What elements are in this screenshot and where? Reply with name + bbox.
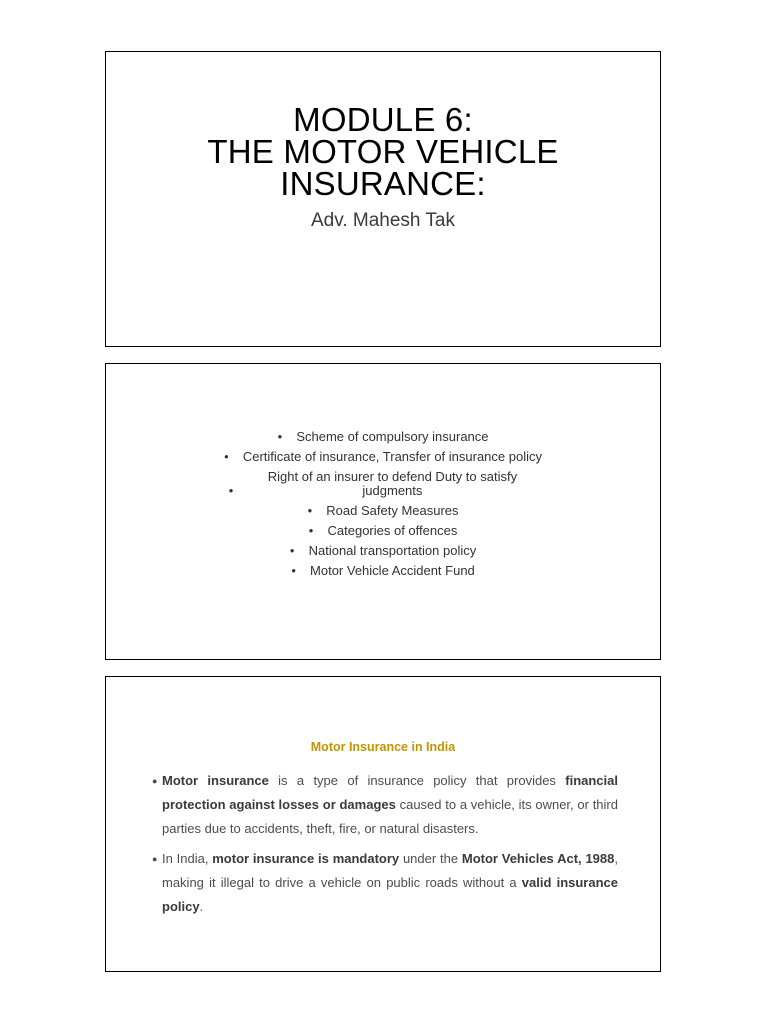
bullet-dot-icon: ● (228, 486, 234, 495)
bullet-dot-icon: ● (152, 854, 158, 864)
title-block (106, 101, 660, 232)
bullet-dot-icon: ● (277, 432, 283, 441)
bullet-dot-icon: ● (224, 452, 229, 461)
topic-list (106, 430, 660, 584)
paragraph-2: ● In India, motor insurance is mandatory under the Motor Vehicles Act, 1988, making it illegal to drive a vehicle on public roads without a valid insurance policy. (152, 847, 618, 919)
bullet-dot-icon: ● (307, 506, 313, 515)
bullet-dot-icon: ● (291, 566, 297, 575)
bullet-dot-icon: ● (289, 546, 295, 555)
list-item: ● Road Safety Measures (307, 503, 459, 518)
module-title-line-2: THE MOTOR VEHICLE (207, 133, 559, 170)
author-name: Adv. Mahesh Tak (311, 210, 455, 231)
list-item: ● Motor Vehicle Accident Fund (291, 563, 475, 578)
slide-motor-insurance (105, 676, 661, 972)
slide-title (105, 51, 661, 347)
list-item: ●Right of an insurer to defend Duty to satisfy judgments (228, 469, 518, 498)
section-heading: Motor Insurance in India (310, 740, 456, 754)
list-item: ● Certificate of insurance, Transfer of insurance policy (224, 449, 542, 464)
module-title-line-3: INSURANCE: (280, 165, 486, 202)
paragraph-1: ● Motor insurance is a type of insurance policy that provides financial protection against losses or damages caused to a vehicle, its owner, or third parties due to accidents, theft, fire, or natural disasters. (152, 769, 618, 841)
bullet-dot-icon: ● (308, 526, 314, 535)
list-item: ● Scheme of compulsory insurance (277, 429, 489, 444)
list-item: ● National transportation policy (289, 543, 477, 558)
module-title-line-1: MODULE 6: (293, 101, 473, 138)
paragraphs (152, 769, 618, 925)
list-item: ● Categories of offences (308, 523, 458, 538)
bullet-dot-icon: ● (152, 776, 158, 786)
slide-topics (105, 363, 661, 660)
